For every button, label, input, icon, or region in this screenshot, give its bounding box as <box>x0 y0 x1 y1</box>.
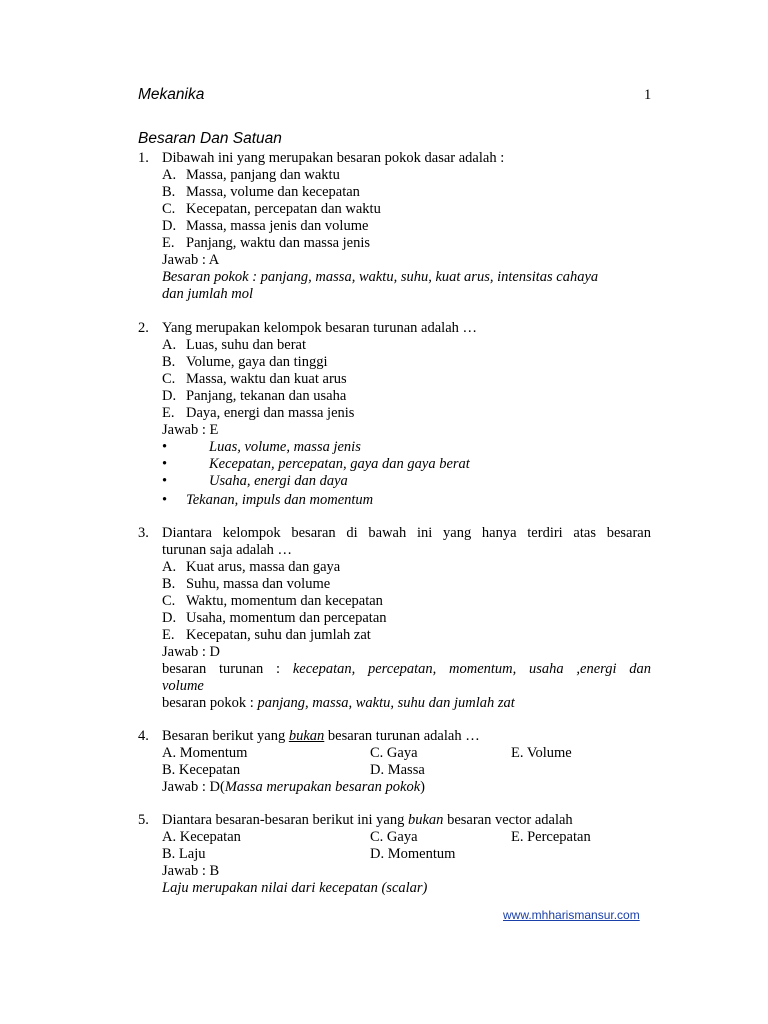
explanation-line: Besaran pokok : panjang, massa, waktu, suhu, kuat arus, intensitas cahaya <box>162 269 599 285</box>
option-e: E. Percepatan <box>511 829 591 845</box>
option-text: Waktu, momentum dan kecepatan <box>186 593 383 609</box>
option-b: B. Laju <box>162 846 206 862</box>
answer-line: Jawab : D <box>162 644 220 660</box>
answer-line: Jawab : B <box>162 863 220 879</box>
option-text: Usaha, momentum dan percepatan <box>186 610 387 626</box>
turunan-label: besaran turunan : <box>162 661 281 677</box>
option-letter: B. <box>162 576 176 592</box>
option-letter: E. <box>162 627 175 643</box>
option-text: Massa, waktu dan kuat arus <box>186 371 347 387</box>
bullet-text: Tekanan, impuls dan momentum <box>186 492 374 508</box>
option-text: Luas, suhu dan berat <box>186 337 306 353</box>
option-letter: C. <box>162 593 176 609</box>
option-a: A. Momentum <box>162 745 248 761</box>
option-letter: D. <box>162 218 177 234</box>
answer-part: Jawab : D( <box>162 779 225 795</box>
question-text-part: Diantara besaran-besaran berikut ini yang <box>162 812 405 828</box>
question-number: 5. <box>138 812 149 828</box>
option-text: Volume, gaya dan tinggi <box>186 354 328 370</box>
option-b: B. Kecepatan <box>162 762 241 778</box>
turunan-text: kecepatan, percepatan, momentum, usaha ,energi dan <box>292 661 651 677</box>
question-text: Dibawah ini yang merupakan besaran pokok dasar adalah : <box>162 150 505 166</box>
option-e: E. Volume <box>511 745 572 761</box>
option-text: Daya, energi dan massa jenis <box>186 405 355 421</box>
option-letter: A. <box>162 337 177 353</box>
bullet-icon: • <box>162 492 168 508</box>
option-text: Kecepatan, percepatan dan waktu <box>186 201 381 217</box>
question-emphasis: bukan <box>408 812 444 828</box>
pokok-label: besaran pokok : <box>162 695 254 711</box>
option-c: C. Gaya <box>370 829 418 845</box>
question-number: 3. <box>138 525 149 541</box>
header-title: Mekanika <box>138 86 205 103</box>
option-letter: B. <box>162 184 176 200</box>
question-number: 1. <box>138 150 149 166</box>
pokok-text: panjang, massa, waktu, suhu dan jumlah zat <box>257 695 515 711</box>
bullet-icon: • <box>162 473 168 489</box>
option-text: Massa, panjang dan waktu <box>186 167 340 183</box>
option-letter: B. <box>162 354 176 370</box>
explanation-line: Laju merupakan nilai dari kecepatan (scalar) <box>162 880 428 896</box>
option-letter: E. <box>162 235 175 251</box>
option-a: A. Kecepatan <box>162 829 241 845</box>
bullet-icon: • <box>162 439 168 455</box>
option-letter: E. <box>162 405 175 421</box>
question-text: Yang merupakan kelompok besaran turunan adalah … <box>162 320 478 336</box>
answer-emphasis: Massa merupakan besaran pokok <box>224 779 421 795</box>
option-d: D. Momentum <box>370 846 456 862</box>
footer-website-link[interactable]: www.mhharismansur.com <box>503 908 640 922</box>
bullet-text: Usaha, energi dan daya <box>209 473 348 489</box>
question-text-part: besaran vector adalah <box>447 812 573 828</box>
question-number: 2. <box>138 320 149 336</box>
option-text: Kecepatan, suhu dan jumlah zat <box>186 627 371 643</box>
section-title: Besaran Dan Satuan <box>138 130 282 147</box>
bullet-icon: • <box>162 456 168 472</box>
answer-line: Jawab : A <box>162 252 220 268</box>
option-letter: C. <box>162 201 176 217</box>
option-c: C. Gaya <box>370 745 418 761</box>
pokok-line <box>162 695 515 712</box>
option-letter: D. <box>162 388 177 404</box>
turunan-line <box>162 661 651 678</box>
answer-line: Jawab : E <box>162 422 219 438</box>
turunan-text-cont: volume <box>162 678 204 694</box>
answer-line <box>162 779 425 796</box>
option-text: Kuat arus, massa dan gaya <box>186 559 341 575</box>
option-letter: D. <box>162 610 177 626</box>
page-number: 1 <box>644 87 652 103</box>
option-text: Panjang, tekanan dan usaha <box>186 388 347 404</box>
question-text <box>162 728 480 745</box>
explanation-line: dan jumlah mol <box>162 286 254 302</box>
option-letter: C. <box>162 371 176 387</box>
question-emphasis: bukan <box>288 728 325 744</box>
option-text: Suhu, massa dan volume <box>186 576 331 592</box>
question-text-part: besaran turunan adalah … <box>327 728 480 744</box>
answer-part: ) <box>420 779 425 795</box>
option-d: D. Massa <box>370 762 425 778</box>
question-text <box>162 812 573 829</box>
question-text-part: Besaran berikut yang <box>162 728 286 744</box>
option-text: Massa, volume dan kecepatan <box>186 184 360 200</box>
bullet-text: Luas, volume, massa jenis <box>209 439 361 455</box>
question-number: 4. <box>138 728 149 744</box>
bullet-text: Kecepatan, percepatan, gaya dan gaya berat <box>209 456 470 472</box>
question-text-cont: turunan saja adalah … <box>162 542 293 558</box>
option-letter: A. <box>162 167 177 183</box>
option-letter: A. <box>162 559 177 575</box>
question-text: Diantara kelompok besaran di bawah ini yang hanya terdiri atas besaran <box>162 525 651 541</box>
option-text: Massa, massa jenis dan volume <box>186 218 369 234</box>
option-text: Panjang, waktu dan massa jenis <box>186 235 371 251</box>
